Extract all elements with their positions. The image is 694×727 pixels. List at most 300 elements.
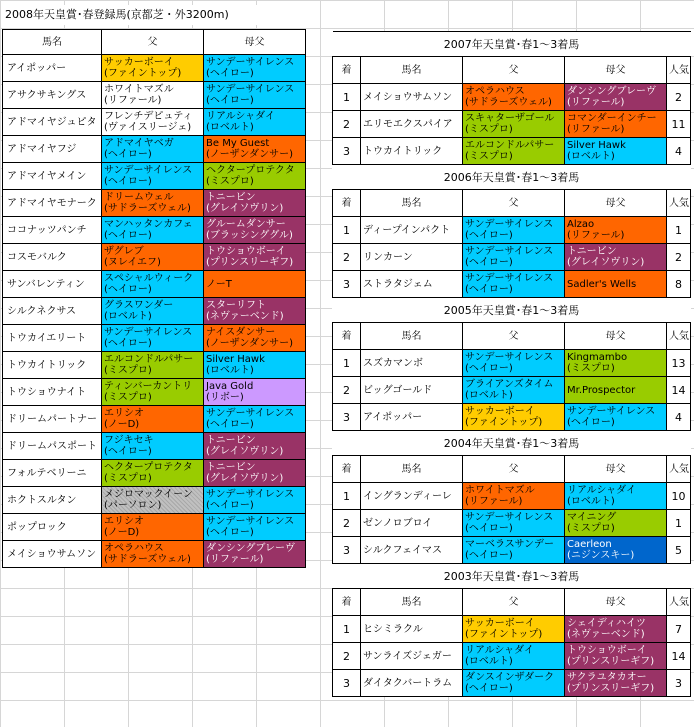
header-sire: 父 [463,589,565,616]
result-sire-line1: サッカーボーイ [465,618,535,629]
header-sire: 父 [463,190,565,217]
entry-row [3,109,306,136]
entry-damsire-line1: リアルシャダイ [206,111,275,122]
result-sire-line1: サンデーサイレンス [465,352,554,363]
entry-sire [102,109,204,136]
result-horse-name: トウカイトリック [361,138,463,165]
entry-damsire-line1: ナイスダンサー [206,327,276,338]
entry-damsire-line2: (グレイソヴリン) [206,473,284,484]
entry-sire [102,379,204,406]
result-horse-name: サンライズジェガー [361,643,463,670]
entry-damsire [204,406,306,433]
entry-sire-line1: マンハッタンカフェ [104,219,193,230]
result-damsire-line1: サクラユタカオー [567,672,647,683]
entries-header-row [3,30,306,55]
entry-horse-name: トウカイトリック [3,352,102,379]
entry-sire-line1: ホワイトマズル [104,84,174,95]
entry-row [3,433,306,460]
entry-sire-line2: (リファール) [104,95,162,106]
entry-row [3,136,306,163]
result-sire-line1: サッカーボーイ [465,406,535,417]
entry-sire-line2: (ヘイロー) [104,446,152,457]
header-damsire: 母父 [565,57,667,84]
result-rank: 1 [333,84,361,111]
entry-sire-line1: ザグレブ [104,246,144,257]
result-damsire-line2: (リファール) [567,230,625,241]
entry-sire-line1: グラスワンダー [104,300,174,311]
result-sire-line1: ダンスインザダーク [465,672,555,683]
result-sire [463,217,565,244]
entry-sire [102,406,204,433]
entry-damsire [204,379,306,406]
result-sire [463,84,565,111]
result-row [333,537,691,564]
result-rank: 2 [333,643,361,670]
entry-horse-name: ポップロック [3,514,102,541]
entry-horse-name: ドリームパスポート [3,433,102,460]
entry-row [3,460,306,487]
result-sire-line2: (リファール) [465,496,523,507]
result-sire-line1: サンデーサイレンス [465,273,554,284]
result-damsire-line2: (ミスプロ) [567,523,615,534]
result-popularity: 14 [667,377,691,404]
result-sire-line1: マーベラスサンデー [465,539,554,550]
entry-horse-name: ホクトスルタン [3,487,102,514]
result-sire-line1: サンデーサイレンス [465,512,554,523]
entry-damsire-line1: Silver Hawk [206,354,265,365]
result-row [333,377,691,404]
year-title: 2005年天皇賞･春1～3着馬 [333,298,691,323]
result-horse-name: エリモエクスパイア [361,111,463,138]
result-popularity: 7 [667,616,691,643]
header-popularity: 人気 [667,456,691,483]
result-sire-line2: (ミスプロ) [465,151,513,162]
result-damsire-line1: コマンダーインチー [567,113,657,124]
entry-sire-line1: ドリームウェル [104,192,174,203]
entry-sire-line2: (ノーD) [104,527,140,538]
result-damsire [565,670,667,697]
result-sire-line2: (ロベルト) [465,390,513,401]
entry-damsire-line1: ダンシングブレーヴ [206,543,295,554]
entry-damsire [204,487,306,514]
result-sire-line2: (ヘイロー) [465,523,513,534]
result-damsire-line1: Silver Hawk [567,140,626,151]
result-popularity: 2 [667,84,691,111]
year-title-row [333,564,691,589]
entry-damsire-line2: (リボー) [206,392,244,403]
result-damsire-line1: マイニング [567,512,617,523]
entries-table [2,29,306,568]
result-sire [463,377,565,404]
result-damsire-line2: (プリンスリーギフ) [567,656,655,667]
entry-horse-name: トウカイエリート [3,325,102,352]
result-horse-name: ストラタジェム [361,271,463,298]
result-row [333,510,691,537]
entry-sire-line1: エリシオ [104,516,144,527]
entry-damsire-line2: (ミスプロ) [206,176,254,187]
entry-damsire [204,82,306,109]
header-popularity: 人気 [667,589,691,616]
entry-sire-line1: サッカーボーイ [104,57,174,68]
result-popularity: 14 [667,643,691,670]
entry-damsire [204,55,306,82]
entry-damsire-line2: (プリンスリーギフ) [206,257,294,268]
entry-sire-line1: オペラハウス [104,543,164,554]
result-rank: 1 [333,616,361,643]
result-damsire [565,537,667,564]
entry-sire [102,433,204,460]
result-rank: 1 [333,350,361,377]
entry-damsire-line2: (ブラッシンググル) [206,230,293,241]
result-horse-name: ゼンノロブロイ [361,510,463,537]
entry-damsire-line1: Be My Guest [206,138,270,149]
header-sire: 父 [102,30,204,55]
result-rank: 2 [333,111,361,138]
result-sire-line2: (サドラーズウェル) [465,97,552,108]
result-sire-line1: リアルシャダイ [465,645,534,656]
year-title: 2006年天皇賞･春1～3着馬 [333,165,691,190]
result-damsire-line2: (リファール) [567,124,625,135]
entry-sire-line2: (ロベルト) [104,311,152,322]
entry-row [3,379,306,406]
result-damsire [565,217,667,244]
result-horse-name: シルクフェイマス [361,537,463,564]
entry-sire [102,82,204,109]
result-rank: 3 [333,670,361,697]
year-title-row [333,165,691,190]
result-popularity: 13 [667,350,691,377]
entry-row [3,298,306,325]
entry-damsire-line1: サンデーサイレンス [206,489,295,500]
result-popularity: 10 [667,483,691,510]
entry-damsire [204,109,306,136]
result-horse-name: イングランディーレ [361,483,463,510]
result-row [333,616,691,643]
result-popularity: 1 [667,217,691,244]
entry-horse-name: ドリームパートナー [3,406,102,433]
entry-damsire [204,244,306,271]
entry-row [3,244,306,271]
result-row [333,217,691,244]
entry-sire-line1: フレンチデピュティ [104,111,193,122]
result-row [333,271,691,298]
result-sire [463,537,565,564]
result-horse-name: メイショウサムソン [361,84,463,111]
result-damsire-line2: (ネヴァーベンド) [567,629,645,640]
result-row [333,643,691,670]
entry-sire-line1: スペシャルウィーク [104,273,194,284]
result-damsire [565,643,667,670]
result-horse-name: ビッグゴールド [361,377,463,404]
entry-horse-name: アドマイヤモナーク [3,190,102,217]
result-damsire [565,138,667,165]
entry-damsire-line1: ノーT [206,278,232,290]
entry-sire-line2: (ミスプロ) [104,392,152,403]
entry-row [3,352,306,379]
result-damsire-line1: Caerleon [567,539,612,550]
entry-sire-line2: (サドラーズウェル) [104,203,191,214]
result-popularity: 2 [667,244,691,271]
entry-row [3,55,306,82]
result-rank: 3 [333,138,361,165]
entry-sire-line1: ティンバーカントリ [104,381,193,392]
result-sire [463,138,565,165]
entry-damsire-line2: (ヘイロー) [206,95,254,106]
result-rank: 2 [333,377,361,404]
entry-sire-line1: サンデーサイレンス [104,165,193,176]
header-sire: 父 [463,323,565,350]
entry-sire-line2: (パーソロン) [104,500,162,511]
year-title: 2003年天皇賞･春1～3着馬 [333,564,691,589]
entry-sire [102,217,204,244]
result-sire [463,404,565,431]
entry-damsire-line1: トニービン [206,462,256,473]
result-sire-line2: (ヘイロー) [465,683,513,694]
header-horse: 馬名 [361,57,463,84]
result-sire [463,271,565,298]
past-results-table [332,31,691,697]
entry-sire-line1: メジロマックイーン [104,489,193,500]
entry-sire-line1: サンデーサイレンス [104,327,193,338]
header-damsire: 母父 [565,323,667,350]
entry-damsire-line2: (グレイソヴリン) [206,203,284,214]
entry-row [3,514,306,541]
entry-damsire [204,514,306,541]
entry-damsire-line1: トニービン [206,435,256,446]
entry-sire [102,541,204,568]
result-row [333,111,691,138]
result-popularity: 11 [667,111,691,138]
result-sire-line2: (ヘイロー) [465,284,513,295]
entry-damsire-line1: スターリフト [206,300,266,311]
result-rank: 2 [333,244,361,271]
entry-row [3,190,306,217]
entry-horse-name: アサクサキングス [3,82,102,109]
result-damsire-line2: (ロベルト) [567,496,615,507]
entry-horse-name: アイポッパー [3,55,102,82]
result-header-row [333,57,691,84]
result-damsire-line2: (グレイソヴリン) [567,257,645,268]
result-popularity: 4 [667,138,691,165]
entry-damsire-line2: (ネヴァーベンド) [206,311,284,322]
result-sire [463,244,565,271]
entry-sire [102,55,204,82]
result-sire [463,350,565,377]
entry-sire-line2: (ノーD) [104,419,140,430]
result-row [333,670,691,697]
entry-damsire-line2: (ロベルト) [206,365,254,376]
header-horse: 馬名 [3,30,102,55]
result-sire-line2: (ヘイロー) [465,257,513,268]
result-damsire [565,616,667,643]
header-rank: 着 [333,323,361,350]
entry-damsire [204,460,306,487]
entry-sire [102,514,204,541]
header-rank: 着 [333,190,361,217]
result-row [333,404,691,431]
entry-damsire-line1: グルームダンサー [206,219,286,230]
result-rank: 2 [333,510,361,537]
result-damsire [565,84,667,111]
result-rank: 3 [333,271,361,298]
entry-horse-name: ココナッツパンチ [3,217,102,244]
result-damsire-line2: (リファール) [567,97,625,108]
result-sire-line1: エルコンドルパサー [465,140,555,151]
entry-row [3,406,306,433]
result-damsire-line1: トウショウボーイ [567,645,647,656]
entry-damsire-line1: トニービン [206,192,256,203]
result-sire [463,483,565,510]
entry-damsire-line2: (ノーザンダンサー) [206,338,294,349]
entry-sire-line2: (ヴァイスリージェ) [104,122,192,133]
entry-damsire-line1: サンデーサイレンス [206,84,295,95]
result-popularity: 5 [667,537,691,564]
entry-damsire-line2: (ヘイロー) [206,500,254,511]
result-sire-line2: (ヘイロー) [465,550,513,561]
result-sire-line2: (ヘイロー) [465,230,513,241]
result-sire [463,616,565,643]
entry-damsire-line2: (グレイソヴリン) [206,446,284,457]
entry-horse-name: アドマイヤジュピタ [3,109,102,136]
result-horse-name: アイポッパー [361,404,463,431]
result-row [333,244,691,271]
entry-horse-name: サンバレンティン [3,271,102,298]
entry-sire [102,298,204,325]
entry-sire-line2: (ヘイロー) [104,149,152,160]
entry-damsire-line1: サンデーサイレンス [206,57,295,68]
entry-damsire [204,298,306,325]
result-horse-name: ディープインパクト [361,217,463,244]
header-damsire: 母父 [565,190,667,217]
result-damsire [565,510,667,537]
entry-damsire [204,136,306,163]
result-damsire-line2: (プリンスリーギフ) [567,683,655,694]
result-horse-name: ヒシミラクル [361,616,463,643]
entry-damsire-line1: ヘクタープロテクタ [206,165,295,176]
result-damsire [565,404,667,431]
result-damsire [565,244,667,271]
entry-row [3,541,306,568]
year-title-row [333,431,691,456]
header-horse: 馬名 [361,456,463,483]
entry-damsire [204,325,306,352]
result-sire-line1: ブライアンズタイム [465,379,554,390]
entry-damsire-line1: Java Gold [206,381,254,392]
result-header-row [333,190,691,217]
header-sire: 父 [463,57,565,84]
entry-damsire-line1: トウショウボーイ [206,246,286,257]
header-damsire: 母父 [204,30,306,55]
result-damsire [565,111,667,138]
entry-row [3,217,306,244]
result-sire-line1: ホワイトマズル [465,485,535,496]
result-popularity: 4 [667,404,691,431]
entry-damsire [204,433,306,460]
header-damsire: 母父 [565,589,667,616]
result-sire-line1: スキャターザゴール [465,113,555,124]
result-sire-line2: (ヘイロー) [465,363,513,374]
entry-sire [102,163,204,190]
entry-row [3,325,306,352]
entry-sire-line2: (ミスプロ) [104,473,152,484]
result-damsire-line1: Mr.Prospector [567,384,636,396]
result-sire-line2: (ファイントップ) [465,417,543,428]
result-damsire-line2: (ミスプロ) [567,363,615,374]
year-title: 2004年天皇賞･春1～3着馬 [333,431,691,456]
header-rank: 着 [333,57,361,84]
result-sire-line1: オペラハウス [465,86,525,97]
result-row [333,350,691,377]
entry-sire-line1: エルコンドルパサー [104,354,194,365]
result-popularity: 8 [667,271,691,298]
result-damsire-line2: (ニジンスキー) [567,550,635,561]
result-rank: 1 [333,217,361,244]
header-rank: 着 [333,456,361,483]
result-sire [463,510,565,537]
entry-damsire-line2: (ノーザンダンサー) [206,149,294,160]
result-damsire [565,377,667,404]
entry-damsire-line1: サンデーサイレンス [206,408,295,419]
entry-row [3,487,306,514]
sheet-title: 2008年天皇賞･春登録馬(京都芝・外3200m) [2,5,305,25]
result-sire [463,670,565,697]
result-damsire-line1: トニービン [567,246,617,257]
entry-sire-line1: フジキセキ [104,435,154,446]
result-header-row [333,589,691,616]
entry-damsire-line2: (ヘイロー) [206,419,254,430]
result-damsire-line1: リアルシャダイ [567,485,636,496]
entry-sire [102,487,204,514]
result-damsire [565,483,667,510]
entry-sire [102,244,204,271]
result-header-row [333,456,691,483]
entry-damsire [204,271,306,298]
result-row [333,138,691,165]
entry-sire-line1: エリシオ [104,408,144,419]
header-popularity: 人気 [667,190,691,217]
entry-row [3,82,306,109]
entry-sire-line2: (ファイントップ) [104,68,182,79]
entry-horse-name: アドマイヤメイン [3,163,102,190]
entry-sire-line1: アドマイヤベガ [104,138,174,149]
entry-horse-name: コスモバルク [3,244,102,271]
result-rank: 3 [333,404,361,431]
result-damsire-line1: ダンシングブレーヴ [567,86,656,97]
result-damsire-line1: Sadler's Wells [567,278,637,290]
entry-damsire [204,163,306,190]
entry-sire-line2: (ヘイロー) [104,230,152,241]
entry-horse-name: フォルテベリーニ [3,460,102,487]
result-header-row [333,323,691,350]
entry-sire-line1: ヘクタープロテクタ [104,462,193,473]
entry-row [3,163,306,190]
entry-sire-line2: (サドラーズウェル) [104,554,191,565]
entry-damsire-line2: (ロベルト) [206,122,254,133]
entry-horse-name: メイショウサムソン [3,541,102,568]
header-horse: 馬名 [361,589,463,616]
entry-sire-line2: (ミスプロ) [104,365,152,376]
header-damsire: 母父 [565,456,667,483]
header-rank: 着 [333,589,361,616]
result-rank: 3 [333,537,361,564]
result-damsire [565,350,667,377]
entry-sire-line2: (ヘイロー) [104,176,152,187]
result-damsire-line1: Kingmambo [567,352,628,363]
result-row [333,483,691,510]
entry-damsire-line2: (ヘイロー) [206,527,254,538]
entry-sire [102,325,204,352]
entry-sire-line2: (ヘイロー) [104,284,152,295]
